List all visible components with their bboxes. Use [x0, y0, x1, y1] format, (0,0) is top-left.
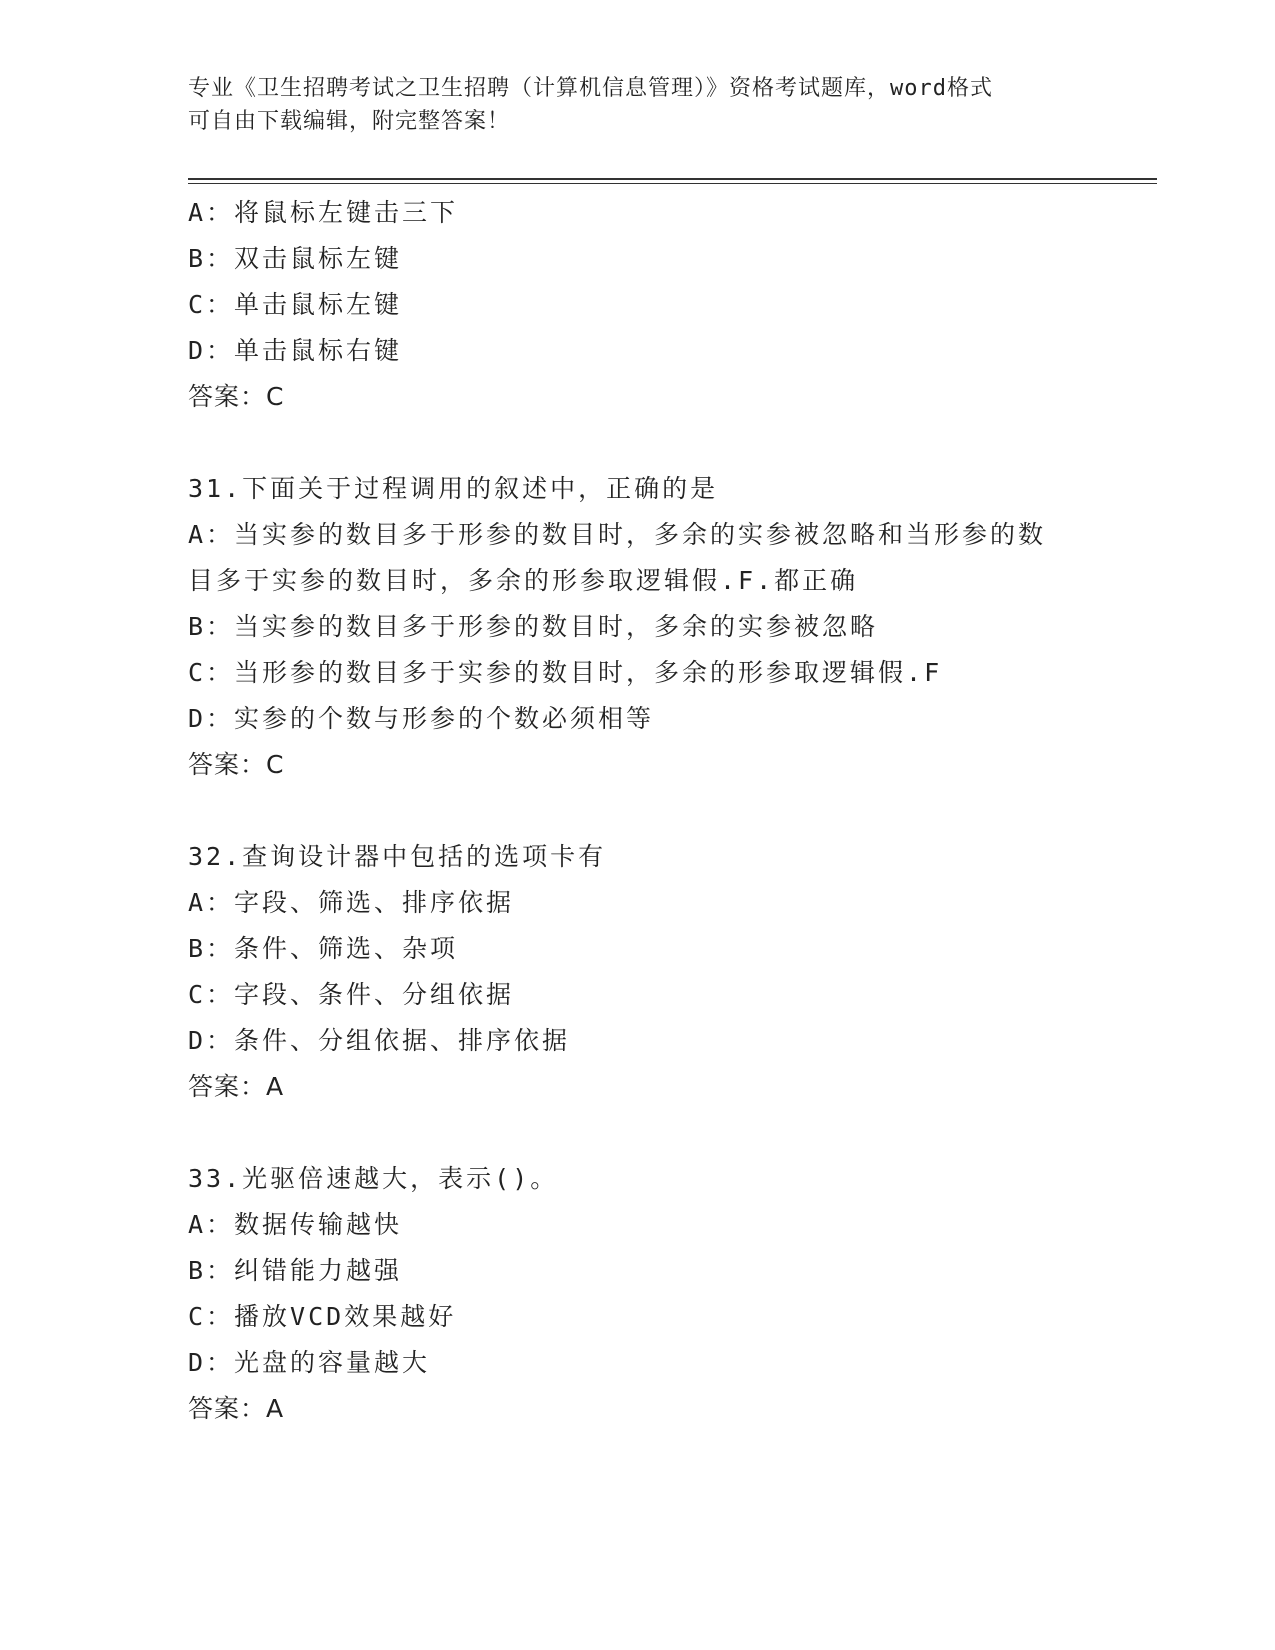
question-list	[188, 190, 1148, 1432]
question-block-31	[188, 466, 1148, 788]
answer-line: 答案：A	[188, 1394, 285, 1423]
document-header	[188, 72, 1088, 138]
question-title: 31.下面关于过程调用的叙述中，正确的是	[188, 474, 719, 503]
option-d: D：光盘的容量越大	[188, 1348, 431, 1377]
option-b: B：当实参的数目多于形参的数目时，多余的实参被忽略	[188, 612, 879, 641]
option-c: C：单击鼠标左键	[188, 290, 403, 319]
question-block-30	[188, 190, 1148, 420]
answer-line: 答案：C	[188, 382, 285, 411]
option-d: D：单击鼠标右键	[188, 336, 403, 365]
option-b: B：条件、筛选、杂项	[188, 934, 459, 963]
question-title: 33.光驱倍速越大，表示()。	[188, 1164, 559, 1193]
spacer	[188, 1110, 1148, 1156]
header-divider-thick	[188, 178, 1157, 180]
header-line-2: 可自由下载编辑，附完整答案！	[188, 109, 511, 134]
option-a-continued: 目多于实参的数目时，多余的形参取逻辑假.F.都正确	[188, 566, 859, 595]
option-a: A：当实参的数目多于形参的数目时，多余的实参被忽略和当形参的数	[188, 520, 1047, 549]
option-b: B：双击鼠标左键	[188, 244, 403, 273]
spacer	[188, 788, 1148, 834]
header-divider-thin	[188, 183, 1157, 184]
option-c: C：播放VCD效果越好	[188, 1302, 457, 1331]
option-a: A：数据传输越快	[188, 1210, 403, 1239]
option-c: C：字段、条件、分组依据	[188, 980, 515, 1009]
answer-line: 答案：A	[188, 1072, 285, 1101]
option-b: B：纠错能力越强	[188, 1256, 403, 1285]
header-line-1: 专业《卫生招聘考试之卫生招聘（计算机信息管理）》资格考试题库，word格式	[188, 76, 993, 101]
option-d: D：实参的个数与形参的个数必须相等	[188, 704, 655, 733]
question-block-33	[188, 1156, 1148, 1432]
option-a: A：字段、筛选、排序依据	[188, 888, 515, 917]
question-block-32	[188, 834, 1148, 1110]
answer-line: 答案：C	[188, 750, 285, 779]
option-d: D：条件、分组依据、排序依据	[188, 1026, 571, 1055]
option-c: C：当形参的数目多于实参的数目时，多余的形参取逻辑假.F	[188, 658, 943, 687]
spacer	[188, 420, 1148, 466]
option-a: A：将鼠标左键击三下	[188, 198, 459, 227]
question-title: 32.查询设计器中包括的选项卡有	[188, 842, 607, 871]
